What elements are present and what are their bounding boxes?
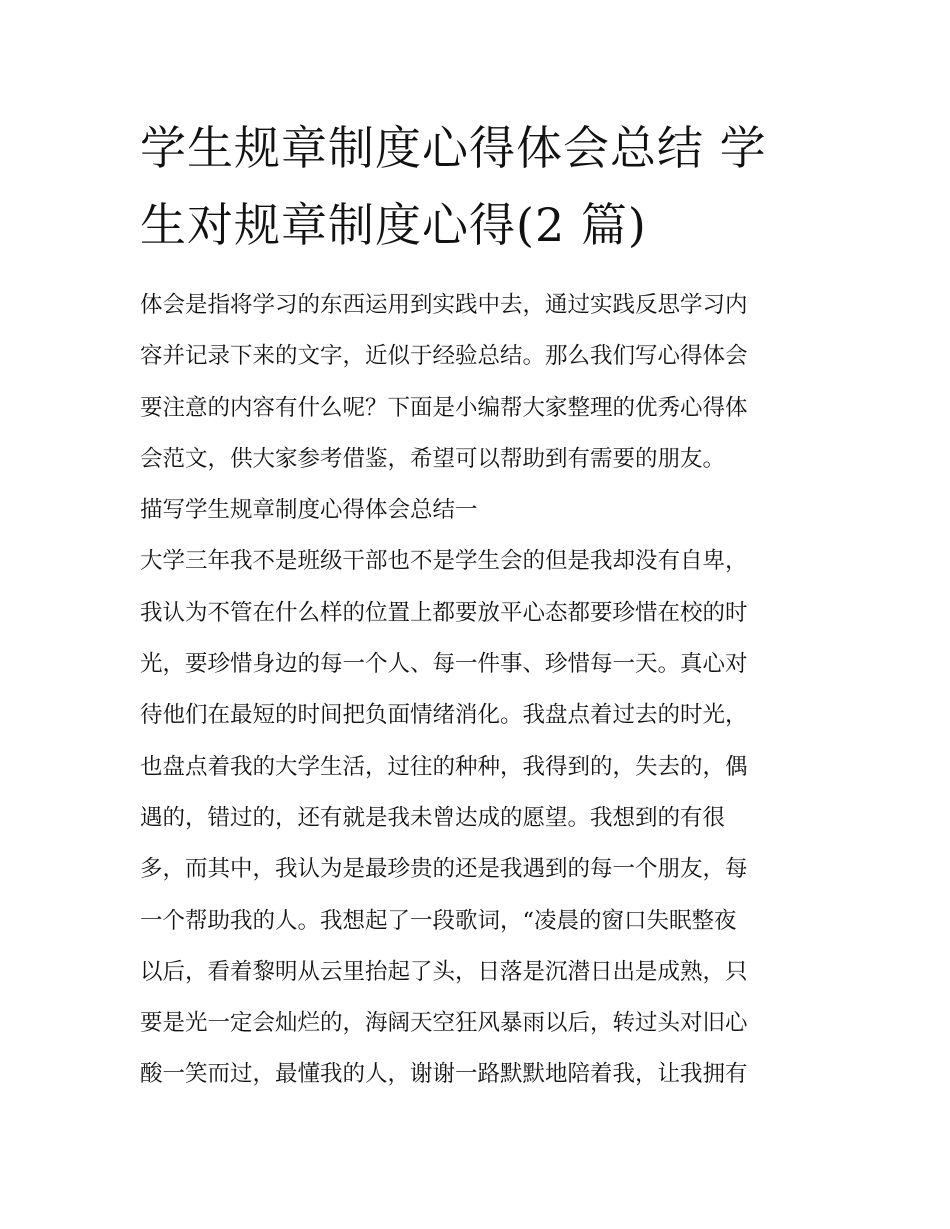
paragraph-line: 待他们在最短的时间把负面情绪消化。我盘点着过去的时光， (140, 702, 748, 729)
title-line: 生对规章制度心得(2 篇) (140, 198, 647, 252)
paragraph-line: 一个帮助我的人。我想起了一段歌词，“凌晨的窗口失眠整夜 (140, 907, 737, 934)
document-body (140, 280, 820, 1101)
title-line: 学生规章制度心得体会总结 学 (140, 121, 767, 175)
intro-line: 体会是指将学习的东西运用到实践中去，通过实践反思学习内 (140, 292, 748, 318)
paragraph-line: 要是光一定会灿烂的，海阔天空狂风暴雨以后，转过头对旧心 (140, 1010, 748, 1037)
paragraph-line: 我认为不管在什么样的位置上都要放平心态都要珍惜在校的时 (140, 599, 748, 626)
section-heading: 描写学生规章制度心得体会总结一 (140, 497, 478, 524)
intro-line: 会范文，供大家参考借鉴，希望可以帮助到有需要的朋友。 (140, 445, 726, 472)
paragraph-line: 光，要珍惜身边的每一个人、每一件事、珍惜每一天。真心对 (140, 651, 748, 678)
paragraph-line: 多，而其中，我认为是最珍贵的还是我遇到的每一个朋友，每 (140, 856, 748, 883)
paragraph-line: 酸一笑而过，最懂我的人，谢谢一路默默地陪着我，让我拥有 (140, 1061, 748, 1088)
paragraph-line: 也盘点着我的大学生活，过往的种种，我得到的，失去的，偶 (140, 753, 748, 780)
intro-line: 容并记录下来的文字，近似于经验总结。那么我们写心得体会 (140, 343, 748, 370)
document-title (140, 110, 820, 264)
paragraph-line: 以后，看着黎明从云里抬起了头，日落是沉潜日出是成熟，只 (140, 958, 748, 985)
paragraph-line: 大学三年我不是班级干部也不是学生会的但是我却没有自卑， (140, 548, 748, 575)
intro-line: 要注意的内容有什么呢？下面是小编帮大家整理的优秀心得体 (140, 394, 748, 421)
paragraph-line: 遇的，错过的，还有就是我未曾达成的愿望。我想到的有很 (140, 804, 726, 831)
